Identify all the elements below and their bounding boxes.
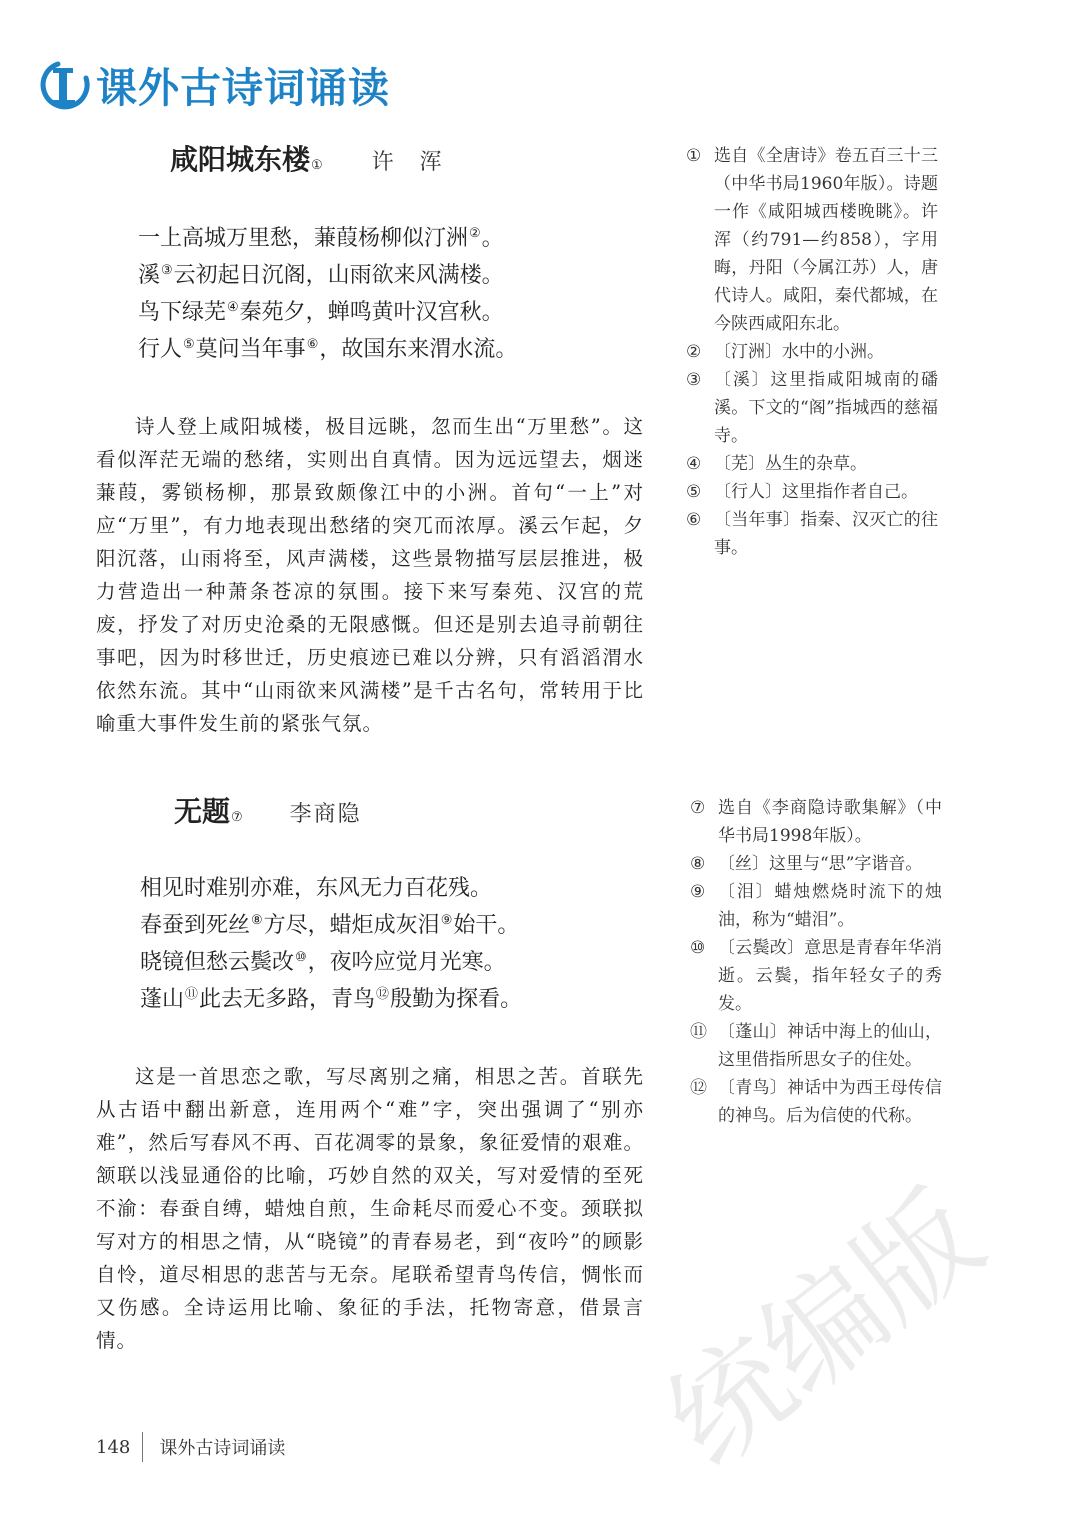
footnote-number: ⑫ xyxy=(690,1078,707,1098)
poem-1-heading: 咸阳城东楼 ① 许 浑 xyxy=(170,138,444,178)
chapter-roman-numeral-icon xyxy=(36,56,92,112)
verse-text: 。 xyxy=(481,226,504,251)
watermark-logo xyxy=(642,1165,1050,1510)
verse-line xyxy=(140,870,522,907)
verse-line xyxy=(140,907,522,944)
footnote-text: 〔丝〕这里与“思”字谐音。 xyxy=(718,854,923,874)
footer-section-label: 课外古诗词诵读 xyxy=(159,1438,286,1459)
footnote-number: ④ xyxy=(686,454,702,474)
footer-divider xyxy=(142,1432,143,1462)
footnote-item xyxy=(686,478,938,506)
poem-1-title: 咸阳城东楼 xyxy=(170,143,311,176)
footnote-item xyxy=(686,338,938,366)
page-number: 148 xyxy=(96,1436,131,1458)
poem-1-notes xyxy=(686,142,938,562)
footnote-text: 〔汀洲〕水中的小洲。 xyxy=(714,342,884,362)
footnote-number: ⑤ xyxy=(686,482,702,502)
footnote-marker: ⑤ xyxy=(183,336,195,352)
footnote-text: 选自《全唐诗》卷五百三十三（中华书局1960年版）。诗题一作《咸阳城西楼晚眺》。许浑（约791—约858），字用晦，丹阳（今属江苏）人，唐代诗人。咸阳，秦代都城，在今陕西咸阳东北。 xyxy=(714,146,938,334)
svg-text:统编版: 统编版 xyxy=(642,1165,1007,1493)
footnote-text: 选自《李商隐诗歌集解》（中华书局1998年版）。 xyxy=(718,798,942,846)
footnote-item xyxy=(686,366,938,450)
footnote-text: 〔溪〕这里指咸阳城南的磻溪。下文的“阁”指城西的慈福寺。 xyxy=(714,370,938,446)
footnote-marker: ⑫ xyxy=(376,986,390,1002)
footnote-number: ⑩ xyxy=(690,938,706,958)
footnote-number: ② xyxy=(686,342,702,362)
verse-text: 云初起日沉阁，山雨欲来风满楼。 xyxy=(173,263,504,288)
footnote-marker: ⑧ xyxy=(251,912,263,928)
verse-text: 行人 xyxy=(138,337,183,362)
poem-1-commentary: 诗人登上咸阳城楼，极目远眺，忽而生出“万里愁”。这看似浑茫无端的愁绪，实则出自真情。因为远远望去，烟迷蒹葭，雾锁杨柳，那景致颇像江中的小洲。首句“一上”对应“万里”，有力地表现出愁绪的突兀而浓厚。溪云乍起，夕阳沉落，山雨将至，风声满楼，这些景物描写层层推进，极力营造出一种萧条苍凉的氛围。接下来写秦苑、汉宫的荒废，抒发了对历史沧桑的无限感慨。但还是别去追寻前朝往事吧，因为时移世迁，历史痕迹已难以分辨，只有滔滔渭水依然东流。其中“山雨欲来风满楼”是千古名句，常转用于比喻重大事件发生前的紧张气氛。 xyxy=(96,415,644,735)
footnote-item xyxy=(690,1074,942,1130)
footnote-number: ⑪ xyxy=(690,1022,707,1042)
footnote-text: 〔泪〕蜡烛燃烧时流下的烛油，称为“蜡泪”。 xyxy=(718,882,942,930)
footnote-text: 〔芜〕丛生的杂草。 xyxy=(714,454,867,474)
footnote-number: ⑥ xyxy=(686,510,702,530)
verse-line xyxy=(138,257,517,294)
verse-text: 溪 xyxy=(138,263,161,288)
footnote-item xyxy=(686,142,938,338)
footnote-number: ⑦ xyxy=(690,798,706,818)
footnote-marker: ⑩ xyxy=(295,949,307,965)
footnote-item xyxy=(690,794,942,850)
verse-line xyxy=(138,220,517,257)
poem-2-heading: 无题 ⑦ 李商隐 xyxy=(174,790,362,830)
verse-text: 晓镜但愁云鬓改 xyxy=(140,950,295,975)
verse-text: 始干。 xyxy=(453,913,520,938)
verse-text: ，故国东来渭水流。 xyxy=(319,337,518,362)
footnote-marker: ② xyxy=(469,225,481,241)
footnote-text: 〔云鬓改〕意思是青春年华消逝。云鬓，指年轻女子的秀发。 xyxy=(718,938,942,1014)
footnote-text: 〔蓬山〕神话中海上的仙山，这里借指所思女子的住处。 xyxy=(718,1022,942,1070)
poem-2-title: 无题 xyxy=(174,795,231,828)
footnote-text: 〔青鸟〕神话中为西王母传信的神鸟。后为信使的代称。 xyxy=(718,1078,942,1126)
poem-2-commentary: 这是一首思恋之歌，写尽离别之痛，相思之苦。首联先从古语中翻出新意，连用两个“难”字，突出强调了“别亦难”，然后写春风不再、百花凋零的景象，象征爱情的艰难。颔联以浅显通俗的比喻，巧妙自然的双关，写对爱情的至死不渝：春蚕自缚，蜡烛自煎，生命耗尽而爱心不变。颈联拟写对方的相思之情，从“晓镜”的青春易老，到“夜吟”的顾影自怜，道尽相思的悲苦与无奈。尾联希望青鸟传信，惆怅而又伤感。全诗运用比喻、象征的手法，托物寄意，借景言情。 xyxy=(96,1065,644,1352)
verse-text: 一上高城万里愁，蒹葭杨柳似汀洲 xyxy=(138,226,469,251)
page-footer xyxy=(96,1432,285,1462)
verse-text: 方尽，蜡炬成灰泪 xyxy=(263,913,440,938)
footnote-number: ③ xyxy=(686,370,702,390)
verse-text: 此去无多路，青鸟 xyxy=(199,987,376,1012)
footnote-item xyxy=(686,450,938,478)
footnote-marker: ④ xyxy=(227,299,239,315)
footnote-marker: ③ xyxy=(161,262,173,278)
verse-line xyxy=(140,981,522,1018)
verse-text: 蓬山 xyxy=(140,987,185,1012)
footnote-item xyxy=(690,934,942,1018)
verse-text: 春蚕到死丝 xyxy=(140,913,251,938)
footnote-item xyxy=(690,1018,942,1074)
footnote-number: ⑧ xyxy=(690,854,706,874)
footnote-number: ⑨ xyxy=(690,882,706,902)
footnote-number: ① xyxy=(686,146,702,166)
section-title: 课外古诗词诵读 xyxy=(96,63,390,112)
verse-text: 殷勤为探看。 xyxy=(390,987,523,1012)
verse-line xyxy=(138,294,517,331)
verse-text: 相见时难别亦难，东风无力百花残。 xyxy=(140,876,493,901)
verse-text: 鸟下绿芜 xyxy=(138,300,227,325)
footnote-text: 〔行人〕这里指作者自己。 xyxy=(714,482,918,502)
verse-text: ，夜吟应觉月光寒。 xyxy=(307,950,506,975)
poem-2-verse xyxy=(140,870,522,1018)
verse-line xyxy=(138,331,517,368)
poem-1-verse xyxy=(138,220,517,368)
verse-text: 莫问当年事 xyxy=(195,337,306,362)
footnote-text: 〔当年事〕指秦、汉灭亡的往事。 xyxy=(714,510,938,558)
poem-1-author: 许 浑 xyxy=(371,150,444,175)
footnote-marker: ⑨ xyxy=(440,912,453,928)
verse-text: 秦苑夕，蝉鸣黄叶汉宫秋。 xyxy=(239,300,504,325)
footnote-marker: ⑥ xyxy=(306,336,319,352)
poem-2-author: 李商隐 xyxy=(289,802,362,827)
verse-line xyxy=(140,944,522,981)
footnote-item xyxy=(690,878,942,934)
poem-2-notes xyxy=(690,794,942,1130)
section-header xyxy=(36,54,390,114)
footnote-item xyxy=(690,850,942,878)
footnote-item xyxy=(686,506,938,562)
footnote-marker: ⑪ xyxy=(185,986,199,1002)
